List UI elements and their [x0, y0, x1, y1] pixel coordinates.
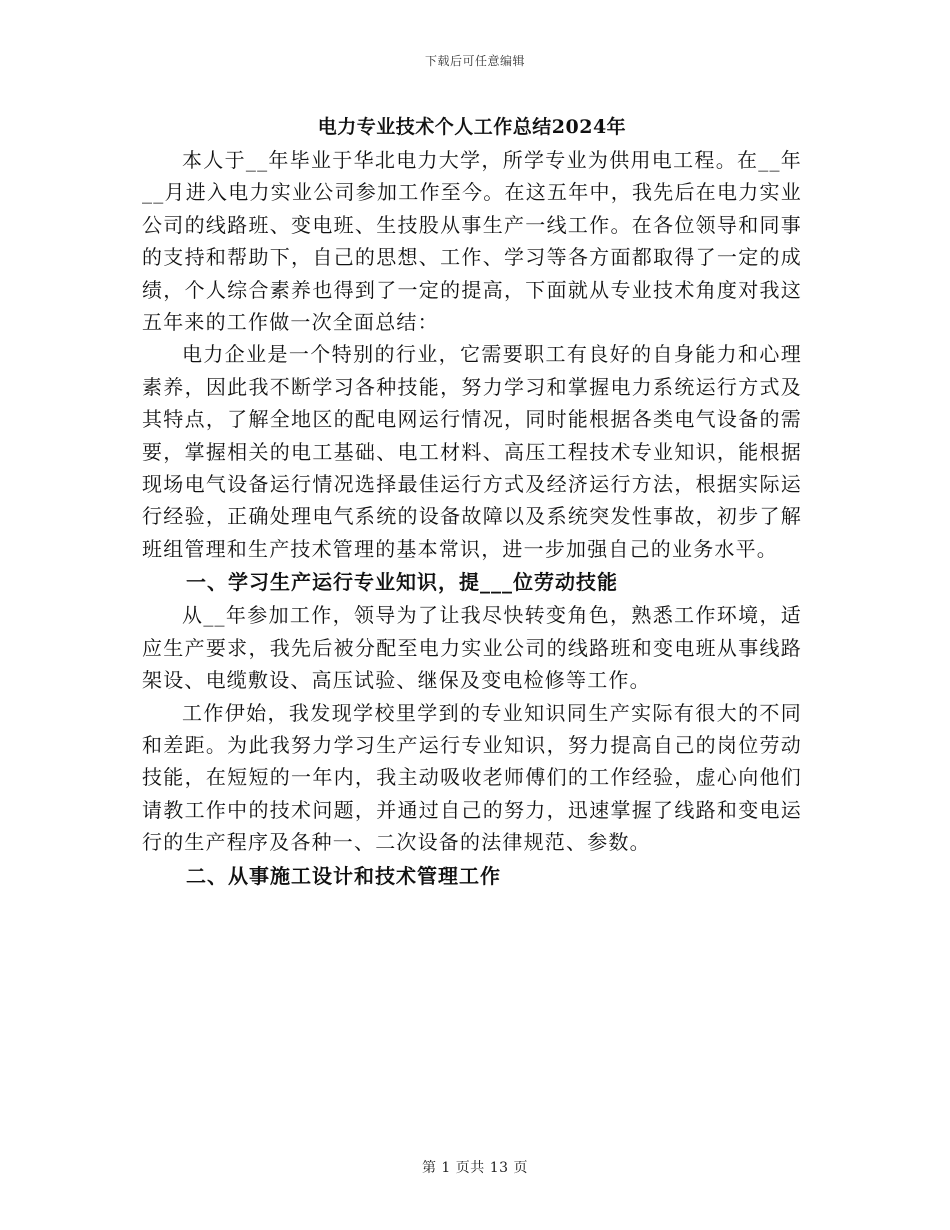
paragraph-section1-a: 从__年参加工作，领导为了让我尽快转变角色，熟悉工作环境，适应生产要求，我先后被分配至电力实业公司的线路班和变电班从事线路架设、电缆敷设、高压试验、继保及变电检修等工作。 — [142, 603, 802, 693]
section-heading-1: 一、学习生产运行专业知识，提___位劳动技能 — [186, 570, 618, 595]
header-note: 下载后可任意编辑 — [424, 54, 525, 68]
section-heading-2: 二、从事施工设计和技术管理工作 — [186, 863, 501, 888]
paragraph-section1-b: 工作伊始，我发现学校里学到的专业知识同生产实际有很大的不同和差距。为此我努力学习生产运行专业知识，努力提高自己的岗位劳动技能，在短短的一年内，我主动吸收老师傅们的工作经验，虚心向他们请教工作中的技术问题，并通过自己的努力，迅速掌握了线路和变电运行的生产程序及各种一、二次设备的法律规范、参数。 — [142, 700, 802, 855]
paragraph-industry: 电力企业是一个特别的行业，它需要职工有良好的自身能力和心理素养，因此我不断学习各种技能，努力学习和掌握电力系统运行方式及其特点，了解全地区的配电网运行情况，同时能根据各类电气设备的需要，掌握相关的电工基础、电工材料、高压工程技术专业知识，能根据现场电气设备运行情况选择最佳运行方式及经济运行方法，根据实际运行经验，正确处理电气系统的设备故障以及系统突发性事故，初步了解班组管理和生产技术管理的基本常识，进一步加强自己的业务水平。 — [142, 342, 802, 561]
paragraph-intro: 本人于__年毕业于华北电力大学，所学专业为供用电工程。在__年__月进入电力实业公司参加工作至今。在这五年中，我先后在电力实业公司的线路班、变电班、生技股从事生产一线工作。在各位领导和同事的支持和帮助下，自己的思想、工作、学习等各方面都取得了一定的成绩，个人综合素养也得到了一定的提高，下面就从专业技术角度对我这五年来的工作做一次全面总结： — [142, 148, 802, 335]
document-title: 电力专业技术个人工作总结2024年 — [317, 116, 627, 138]
document-body — [142, 112, 802, 893]
page-footer: 第 1 页共 13 页 — [421, 1160, 529, 1176]
